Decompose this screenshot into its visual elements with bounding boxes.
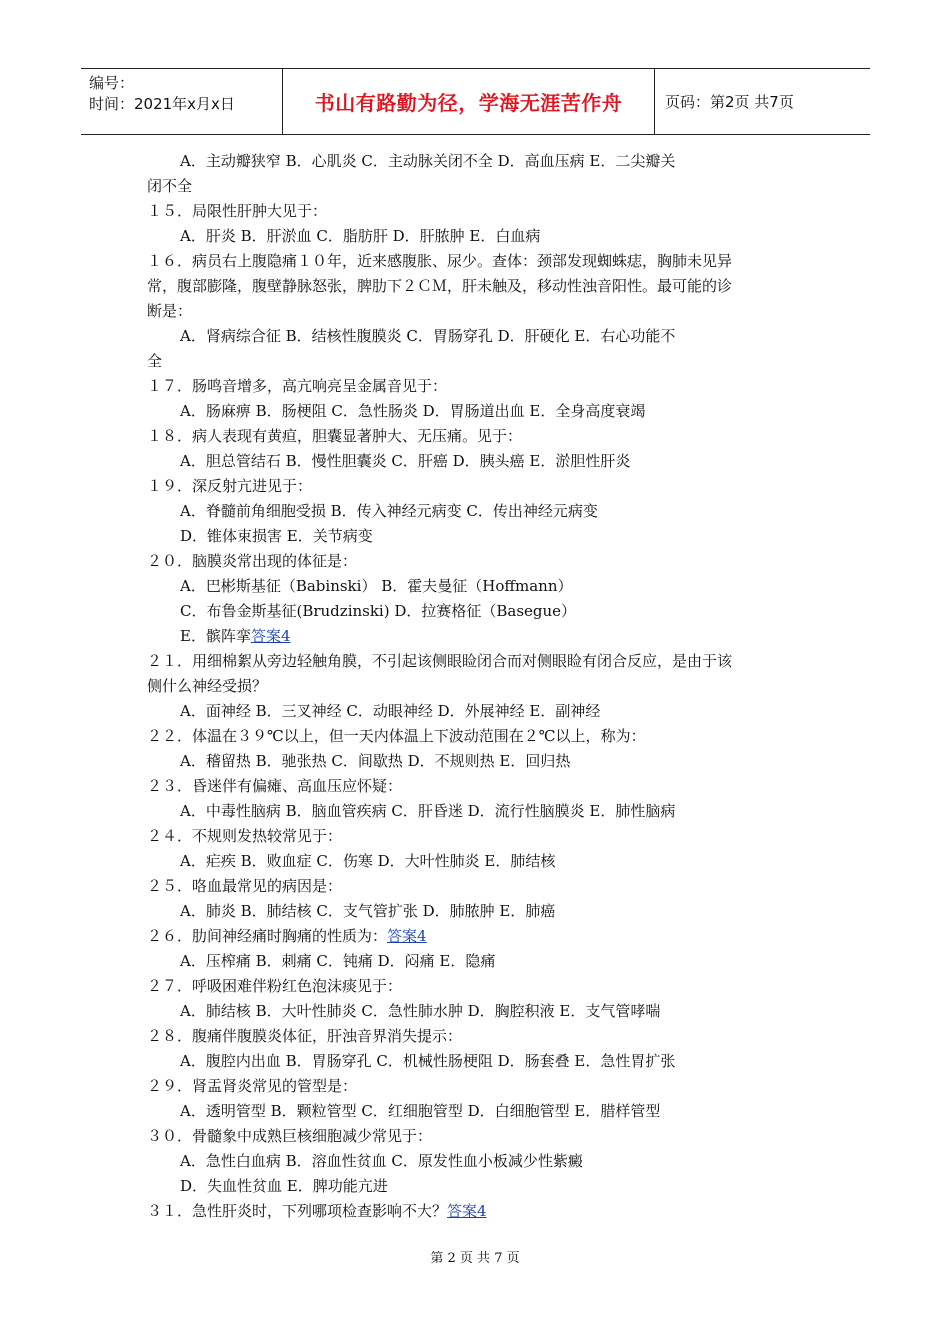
question-line — [147, 201, 327, 221]
question-line — [147, 1076, 357, 1096]
line-text: A．肾病综合征 B．结核性腹膜炎 C．胃肠穿孔 D．肝硬化 E．右心功能不 — [180, 327, 676, 345]
question-line — [147, 301, 192, 321]
line-text: 常，腹部膨隆，腹壁静脉怒张，脾肋下２ＣＭ，肝未触及，移动性浊音阳性。最可能的诊 — [147, 277, 733, 295]
question-line — [147, 476, 312, 496]
number-label: 编号： — [89, 74, 135, 92]
question-line — [147, 351, 162, 371]
option-line — [180, 526, 373, 546]
option-line — [180, 576, 573, 596]
option-line — [180, 226, 540, 246]
option-line — [180, 701, 600, 721]
line-text: A．腹腔内出血 B．胃肠穿孔 C．机械性肠梗阻 D．肠套叠 E．急性胃扩张 — [180, 1052, 676, 1070]
option-line — [180, 1051, 675, 1071]
line-text: １６．病员右上腹隐痛１０年，近来感腹胀、尿少。查体：颈部发现蜘蛛痣，胸肺未见异 — [147, 252, 733, 270]
question-line — [147, 251, 732, 271]
line-text: ２５．咯血最常见的病因是： — [147, 877, 343, 895]
option-line — [180, 951, 495, 971]
option-line — [180, 601, 576, 621]
line-text: A．巴彬斯基征（Babinski） B．霍夫曼征（Hoffmann） — [180, 577, 573, 595]
line-text: ２２．体温在３９℃以上，但一天内体温上下波动范围在２℃以上，称为： — [147, 727, 646, 745]
line-text: 全 — [147, 352, 163, 370]
line-text: A．肺结核 B．大叶性肺炎 C．急性肺水肿 D．胸腔积液 E．支气管哮喘 — [180, 1002, 661, 1020]
question-line — [147, 551, 357, 571]
line-text: ２６．肋间神经痛时胸痛的性质为： — [147, 927, 388, 945]
option-line — [180, 1176, 388, 1196]
question-line — [147, 1201, 487, 1221]
line-text: ２８．腹痛伴腹膜炎体征，肝浊音界消失提示： — [147, 1027, 463, 1045]
page-label: 页码：第2页 共7页 — [665, 93, 794, 111]
line-text: ２９．肾盂肾炎常见的管型是： — [147, 1077, 358, 1095]
line-text: ２３．昏迷伴有偏瘫、高血压应怀疑： — [147, 777, 403, 795]
option-line — [180, 401, 645, 421]
question-line — [147, 676, 267, 696]
answer-link[interactable]: 答案4 — [250, 627, 291, 645]
line-text: A．急性白血病 B．溶血性贫血 C．原发性血小板减少性紫癜 — [180, 1152, 583, 1170]
line-text: A．肠麻痹 B．肠梗阻 C．急性肠炎 D．胃肠道出血 E．全身高度衰竭 — [180, 402, 646, 420]
line-text: A．面神经 B．三叉神经 C．动眼神经 D．外展神经 E．副神经 — [180, 702, 601, 720]
line-text: A．稽留热 B．驰张热 C．间歇热 D．不规则热 E．回归热 — [180, 752, 571, 770]
header-table — [81, 68, 870, 135]
header-info-cell — [81, 69, 283, 134]
question-line — [147, 276, 732, 296]
line-text: ２４．不规则发热较常见于： — [147, 827, 343, 845]
line-text: E．髌阵挛 — [180, 627, 251, 645]
line-text: ２０．脑膜炎常出现的体征是： — [147, 552, 358, 570]
line-text: 侧什么神经受损？ — [147, 677, 268, 695]
option-line — [180, 451, 630, 471]
question-line — [147, 726, 646, 746]
line-text: A．胆总管结石 B．慢性胆囊炎 C．肝癌 D．胰头癌 E．淤胆性肝炎 — [180, 452, 631, 470]
line-text: ２１．用细棉絮从旁边轻触角膜，不引起该侧眼睑闭合而对侧眼睑有闭合反应，是由于该 — [147, 652, 733, 670]
line-text: ３１．急性肝炎时，下列哪项检查影响不大？ — [147, 1202, 448, 1220]
option-line — [180, 751, 570, 771]
question-line — [147, 376, 447, 396]
line-text: 闭不全 — [147, 177, 193, 195]
question-line — [147, 176, 192, 196]
header-motto-cell — [283, 69, 655, 134]
answer-link[interactable]: 答案4 — [387, 927, 427, 945]
question-line — [147, 651, 732, 671]
line-text: １５．局限性肝肿大见于： — [147, 202, 328, 220]
question-line — [147, 1126, 432, 1146]
option-line — [180, 626, 291, 646]
line-text: A．疟疾 B．败血症 C．伤寒 D．大叶性肺炎 E．肺结核 — [180, 852, 556, 870]
line-text: 断是： — [147, 302, 193, 320]
header-page-cell — [655, 69, 870, 134]
option-line — [180, 501, 598, 521]
line-text: D．锥体束损害 E．关节病变 — [180, 527, 373, 545]
line-text: A．主动瓣狭窄 B．心肌炎 C．主动脉关闭不全 D．高血压病 E．二尖瓣关 — [180, 152, 676, 170]
line-text: A．肝炎 B．肝淤血 C．脂肪肝 D．肝脓肿 E．白血病 — [180, 227, 541, 245]
line-text: A．中毒性脑病 B．脑血管疾病 C．肝昏迷 D．流行性脑膜炎 E．肺性脑病 — [180, 802, 676, 820]
option-line — [180, 801, 675, 821]
option-line — [180, 851, 555, 871]
line-text: A．脊髓前角细胞受损 B．传入神经元病变 C．传出神经元病变 — [180, 502, 598, 520]
question-line — [147, 926, 427, 946]
option-line — [180, 1101, 660, 1121]
line-text: １８．病人表现有黄疸，胆囊显著肿大、无压痛。见于： — [147, 427, 523, 445]
option-line — [180, 1151, 583, 1171]
line-text: １９．深反射亢进见于： — [147, 477, 313, 495]
question-line — [147, 426, 522, 446]
question-line — [147, 976, 402, 996]
line-text: １７．肠鸣音增多，高亢响亮呈金属音见于： — [147, 377, 448, 395]
option-line — [180, 326, 675, 346]
line-text: A．肺炎 B．肺结核 C．支气管扩张 D．肺脓肿 E．肺癌 — [180, 902, 556, 920]
option-line — [180, 1001, 660, 1021]
answer-link[interactable]: 答案4 — [447, 1202, 487, 1220]
question-line — [147, 876, 342, 896]
question-line — [147, 1026, 462, 1046]
page-footer: 第 2 页 共 7 页 — [430, 1251, 520, 1266]
line-text: C．布鲁金斯基征(Brudzinski) D．拉赛格征（Basegue） — [180, 602, 577, 620]
line-text: ２７．呼吸困难伴粉红色泡沫痰见于： — [147, 977, 403, 995]
option-line — [180, 901, 555, 921]
line-text: A．压榨痛 B．刺痛 C．钝痛 D．闷痛 E．隐痛 — [180, 952, 496, 970]
question-line — [147, 776, 402, 796]
option-line — [180, 151, 675, 171]
line-text: ３０．骨髓象中成熟巨核细胞减少常见于： — [147, 1127, 433, 1145]
motto-text: 书山有路勤为径，学海无涯苦作舟 — [314, 91, 623, 115]
line-text: D．失血性贫血 E．脾功能亢进 — [180, 1177, 388, 1195]
date-label: 时间：2021年x月x日 — [89, 95, 235, 113]
line-text: A．透明管型 B．颗粒管型 C．红细胞管型 D．白细胞管型 E．腊样管型 — [180, 1102, 661, 1120]
question-line — [147, 826, 342, 846]
